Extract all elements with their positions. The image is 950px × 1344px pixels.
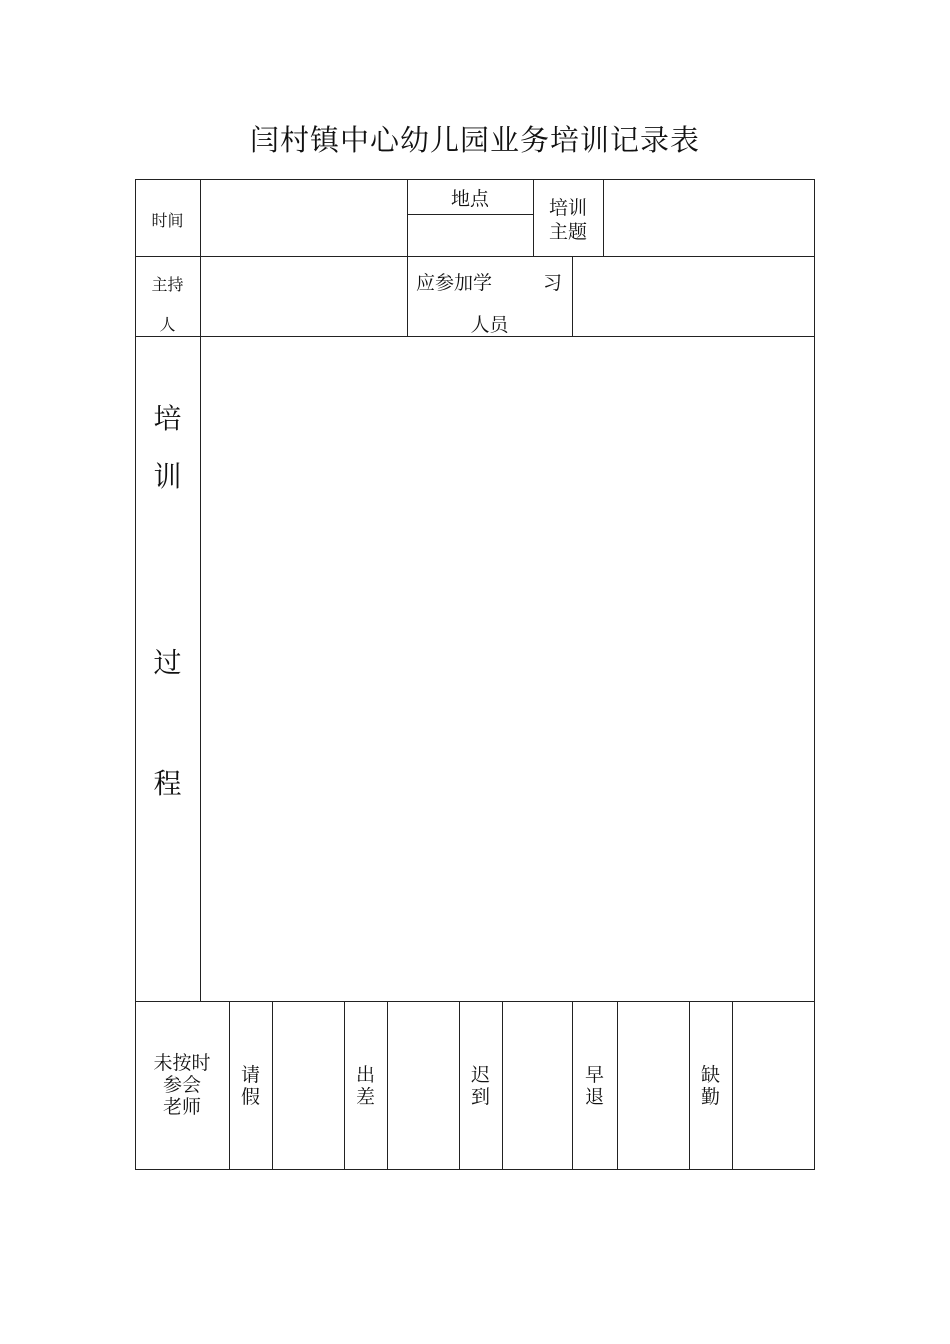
absence-label-line2: 参会 xyxy=(162,1074,201,1096)
place-value-field[interactable] xyxy=(408,215,533,256)
process-label-char: 培 xyxy=(153,402,182,435)
page-title: 闫村镇中心幼儿园业务培训记录表 xyxy=(249,123,700,157)
absent-label: 勤 xyxy=(700,1086,720,1108)
attendees-label-line1b: 习 xyxy=(543,272,563,294)
topic-label-line1: 培训 xyxy=(548,197,587,219)
process-content-area[interactable] xyxy=(201,337,814,1001)
time-label: 时间 xyxy=(151,211,184,230)
leave-label: 假 xyxy=(240,1086,260,1108)
process-label-char: 程 xyxy=(153,767,182,800)
place-label: 地点 xyxy=(450,188,489,210)
topic-value-field[interactable] xyxy=(604,180,814,256)
trip-value-field[interactable] xyxy=(388,1002,459,1170)
trip-label: 出 xyxy=(355,1064,375,1086)
absence-label-line3: 老师 xyxy=(162,1096,201,1118)
early-leave-label: 退 xyxy=(584,1086,604,1108)
process-label-char: 训 xyxy=(153,460,182,493)
host-label-line1: 主持 xyxy=(151,275,184,294)
leave-value-field[interactable] xyxy=(273,1002,344,1170)
time-value-field[interactable] xyxy=(201,180,407,256)
late-label: 到 xyxy=(470,1086,490,1108)
late-label: 迟 xyxy=(470,1064,490,1086)
attendees-label-line2: 人员 xyxy=(470,314,509,336)
topic-label-line2: 主题 xyxy=(548,221,587,243)
absent-value-field[interactable] xyxy=(733,1002,814,1170)
host-label-line2: 人 xyxy=(159,315,176,334)
early-leave-value-field[interactable] xyxy=(618,1002,689,1170)
attendees-label-line1: 应参加学 xyxy=(416,272,493,294)
row-divider xyxy=(135,1001,815,1002)
host-value-field[interactable] xyxy=(201,257,407,336)
early-leave-label: 早 xyxy=(584,1064,604,1086)
process-label-char: 过 xyxy=(153,646,182,679)
leave-label: 请 xyxy=(240,1064,260,1086)
absent-label: 缺 xyxy=(700,1064,720,1086)
late-value-field[interactable] xyxy=(503,1002,572,1170)
attendees-value-field[interactable] xyxy=(573,257,814,336)
trip-label: 差 xyxy=(355,1086,375,1108)
absence-label-line1: 未按时 xyxy=(153,1052,211,1074)
